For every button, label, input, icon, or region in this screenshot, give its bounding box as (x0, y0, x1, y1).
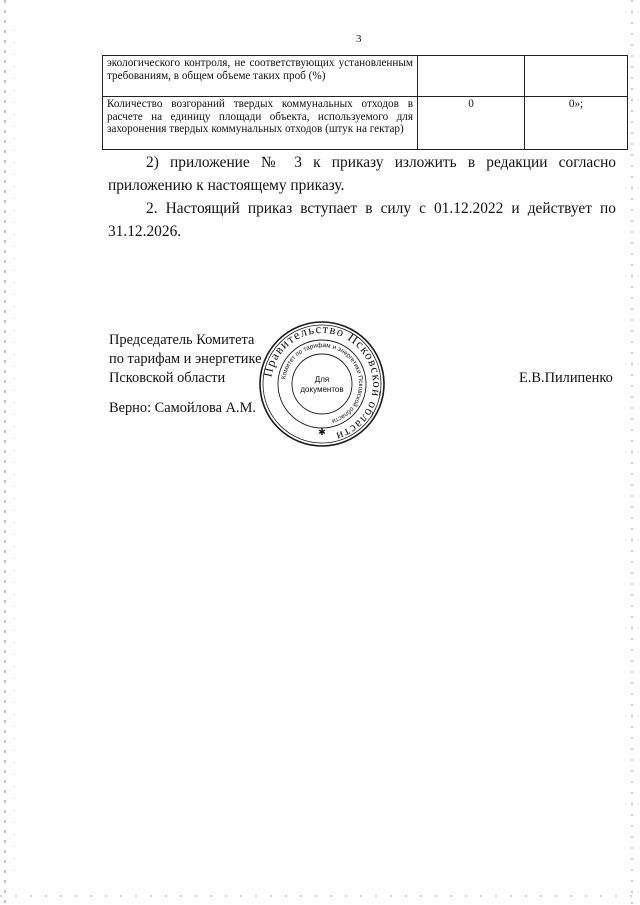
position-line: Псковской области (109, 370, 226, 386)
table-cell-value: 0 (418, 97, 525, 150)
seal-star-icon: ✱ (318, 428, 326, 438)
table-cell-value (418, 56, 525, 97)
seal-outer-text: Правительство Псковской области (260, 321, 385, 444)
paragraph-text: 2) приложение № 3 к приказу изложить в редакции согласно приложению к настоящему приказу. (108, 154, 616, 194)
indicators-table (102, 55, 628, 150)
paragraph-effective-date (108, 197, 616, 243)
seal-center-line2: документов (300, 385, 344, 394)
certified-copy: Верно: Самойлова А.М. (109, 400, 257, 416)
table-row (103, 56, 628, 97)
table-cell-value: 0»; (525, 97, 628, 150)
table-cell-value (525, 56, 628, 97)
table-cell-indicator: Количество возгораний твердых коммунальных отходов в расчете на единицу площади объекта, используемого для захоронения твердых коммунальных отходов (штук на гектар) (103, 97, 418, 150)
position-line: Председатель Комитета (109, 332, 255, 348)
signatory-position (109, 331, 262, 388)
seal-inner-text: Комитет по тарифам и энергетике Псковской области (280, 341, 365, 425)
table-cell-indicator: экологического контроля, не соответствующих установленным требованиям, в общем объеме таких проб (%) (103, 56, 418, 97)
position-line: по тарифам и энергетике (109, 351, 262, 367)
table-row (103, 97, 628, 150)
paragraph-text: 2. Настоящий приказ вступает в силу с 01.12.2022 и действует по 31.12.2026. (108, 200, 616, 240)
paragraph-appendix (108, 151, 616, 197)
page-number: 3 (356, 33, 362, 45)
signatory-name: Е.В.Пилипенко (519, 370, 613, 386)
seal-center-line1: Для (314, 375, 330, 384)
official-seal (258, 320, 386, 448)
